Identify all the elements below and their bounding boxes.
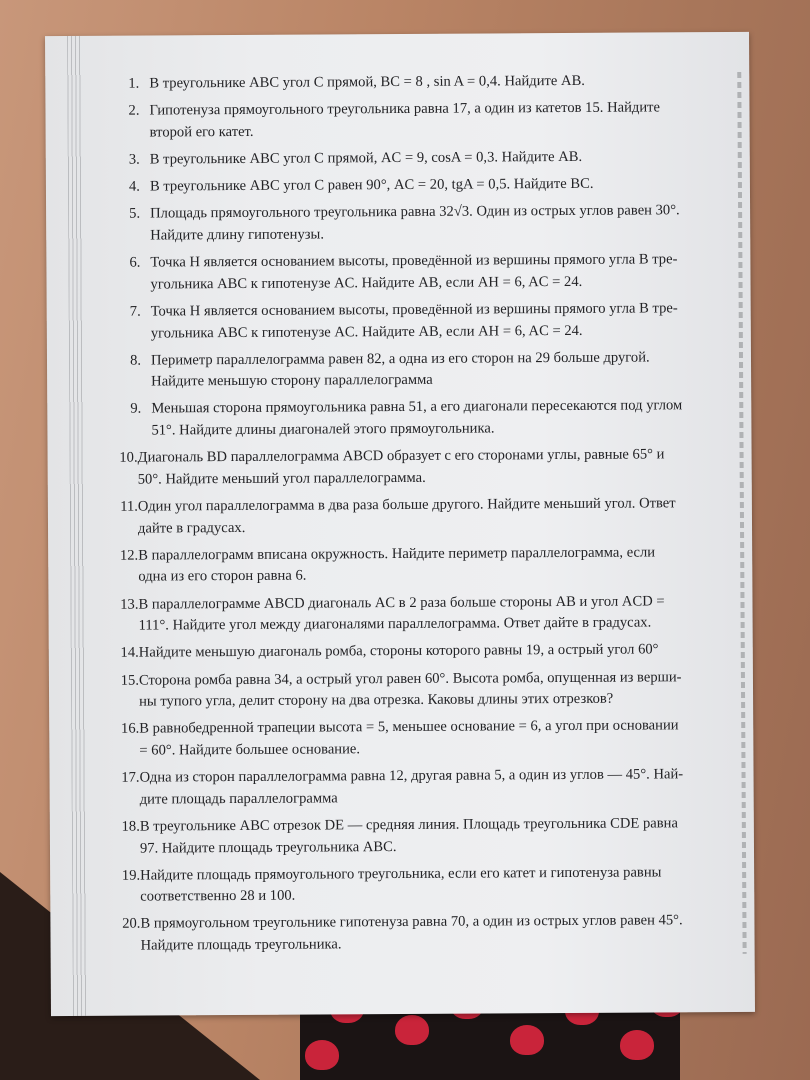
problem-text: Периметр параллелограмма равен 82, а одна из его сторон на 29 больше другой. bbox=[150, 349, 650, 369]
problem-line bbox=[118, 542, 738, 567]
problem-number: 14. bbox=[120, 644, 139, 662]
problem-line bbox=[116, 249, 736, 274]
problem-text: 111°. Найдите угол между диагоналями параллелограмма. Ответ дайте в градусах. bbox=[138, 614, 652, 634]
problem-text: одна из его сторон равна 6. bbox=[138, 567, 307, 586]
problem-line-continued bbox=[116, 222, 736, 247]
heart-shape bbox=[305, 1040, 339, 1070]
problem-text: Найдите площадь прямоугольного треугольника, если его катет и гипотенуза равны bbox=[140, 864, 662, 884]
problem-line bbox=[116, 200, 736, 225]
problem-text: Одна из сторон параллелограмма равна 12, другая равна 5, а один из углов — 45°. Най- bbox=[139, 766, 684, 786]
problem-line bbox=[117, 298, 737, 323]
problem-line-continued bbox=[117, 368, 737, 393]
problem-line-continued bbox=[116, 119, 736, 144]
problem-text: В треугольнике ABC угол C равен 90°, AC = 20, tgA = 0,5. Найдите BC. bbox=[149, 175, 594, 195]
problem-item bbox=[116, 249, 736, 296]
problem-item bbox=[116, 200, 736, 247]
problem-text: В равнобедренной трапеции высота = 5, меньшее основание = 6, а угол при основании bbox=[139, 717, 679, 737]
problem-line-continued bbox=[117, 319, 737, 344]
problem-item bbox=[117, 395, 737, 442]
problem-line-continued bbox=[119, 612, 739, 637]
problem-text: = 60°. Найдите большее основание. bbox=[139, 741, 361, 759]
problem-text: В параллелограмм вписана окружность. Найдите периметр параллелограмма, если bbox=[138, 544, 656, 564]
problem-text: Точка H является основанием высоты, проведённой из вершины прямого угла B тре- bbox=[150, 251, 678, 271]
problem-text: 97. Найдите площадь треугольника ABC. bbox=[139, 838, 397, 857]
problem-text: Один угол параллелограмма в два раза больше другого. Найдите меньший угол. Ответ bbox=[137, 495, 676, 515]
problem-number: 2. bbox=[128, 102, 140, 119]
problem-item bbox=[118, 542, 738, 589]
problem-number: 6. bbox=[129, 254, 141, 271]
problem-text: 51°. Найдите длины диагоналей этого прямоугольника. bbox=[151, 420, 495, 439]
heart-shape bbox=[395, 1015, 429, 1045]
problem-line bbox=[116, 146, 736, 171]
problem-line bbox=[119, 639, 739, 664]
problem-text: угольника ABC к гипотенузе AC. Найдите AB, если AH = 6, AC = 24. bbox=[150, 273, 583, 293]
problem-number: 10. bbox=[119, 449, 138, 466]
problem-text: второй его катет. bbox=[149, 123, 254, 141]
problem-item bbox=[120, 862, 740, 909]
problem-line-continued bbox=[117, 417, 737, 442]
problem-text: Площадь прямоугольного треугольника равна 32√3. Один из острых углов равен 30°. bbox=[150, 202, 680, 222]
problem-line bbox=[118, 444, 738, 469]
problem-text: В треугольнике ABC угол C прямой, AC = 9, cosA = 0,3. Найдите AB. bbox=[149, 148, 583, 168]
worksheet-paper bbox=[45, 32, 755, 1016]
problem-text: Меньшая сторона прямоугольника равна 51, а его диагонали пересекаются под углом bbox=[151, 397, 683, 417]
problem-number: 1. bbox=[128, 75, 140, 92]
problem-number: 12. bbox=[119, 547, 139, 564]
problem-line-continued bbox=[119, 688, 739, 713]
problem-list bbox=[115, 70, 740, 957]
problem-text: В треугольнике ABC угол C прямой, BC = 8 , sin A = 0,4. Найдите AB. bbox=[149, 72, 585, 92]
problem-line-continued bbox=[118, 515, 738, 540]
heart-shape bbox=[620, 1030, 654, 1060]
problem-number: 7. bbox=[129, 303, 141, 320]
problem-text: Гипотенуза прямоугольного треугольника равна 17, а один из катетов 15. Найдите bbox=[149, 99, 661, 119]
problem-text: Точка H является основанием высоты, проведённой из вершины прямого угла B тре- bbox=[150, 300, 678, 320]
print-edge-marks bbox=[67, 36, 87, 1016]
problem-number: 17. bbox=[121, 769, 140, 786]
problem-item bbox=[118, 444, 738, 491]
problem-item bbox=[119, 764, 739, 811]
problem-item bbox=[115, 70, 735, 95]
problem-text: ны тупого угла, делит сторону на два отрезка. Каковы длины этих отрезков? bbox=[139, 690, 614, 710]
problem-text: В параллелограмме ABCD диагональ AC в 2 раза больше стороны AB и угол ACD = bbox=[138, 592, 665, 613]
problem-item bbox=[120, 910, 740, 957]
problem-number: 15. bbox=[120, 672, 139, 689]
problem-line-continued bbox=[120, 786, 740, 811]
problem-number: 9. bbox=[130, 401, 142, 418]
problem-line bbox=[115, 97, 735, 122]
problem-text: Найдите площадь треугольника. bbox=[140, 936, 342, 954]
problem-item bbox=[119, 715, 739, 762]
problem-line-continued bbox=[121, 932, 741, 957]
problem-number: 3. bbox=[128, 151, 140, 168]
problem-number: 19. bbox=[121, 867, 141, 884]
problem-number: 5. bbox=[129, 205, 141, 222]
problem-text: Найдите меньшую диагональ ромба, стороны которого равны 19, а острый угол 60° bbox=[138, 641, 659, 661]
problem-line bbox=[117, 347, 737, 372]
problem-item bbox=[116, 173, 736, 198]
problem-text: Найдите длину гипотенузы. bbox=[150, 226, 325, 244]
problem-text: В прямоугольном треугольнике гипотенуза равна 70, а один из острых углов равен 45°. bbox=[140, 912, 683, 933]
problem-text: дите площадь параллелограмма bbox=[139, 790, 338, 808]
problem-line-continued bbox=[120, 834, 740, 859]
problem-number: 20. bbox=[122, 916, 141, 933]
problem-text: соответственно 28 и 100. bbox=[140, 887, 296, 905]
problem-item bbox=[116, 146, 736, 171]
problem-number: 18. bbox=[121, 818, 140, 835]
problem-item bbox=[117, 298, 737, 345]
problem-text: В треугольнике ABC отрезок DE — средняя линия. Площадь треугольника CDE равна bbox=[139, 815, 678, 835]
problem-line bbox=[119, 715, 739, 740]
problem-line-continued bbox=[118, 563, 738, 588]
problem-text: Диагональ BD параллелограмма ABCD образует с его сторонами углы, равные 65° и bbox=[137, 446, 665, 466]
problem-text: дайте в градусах. bbox=[137, 519, 246, 537]
problem-number: 13. bbox=[120, 596, 139, 613]
problem-item bbox=[119, 666, 739, 713]
problem-item bbox=[118, 493, 738, 540]
problem-item bbox=[117, 347, 737, 394]
problem-item bbox=[115, 97, 735, 144]
problem-line bbox=[119, 666, 739, 691]
problem-line bbox=[120, 862, 740, 887]
problem-line-continued bbox=[116, 271, 736, 296]
problem-text: 50°. Найдите меньший угол параллелограмма. bbox=[137, 469, 426, 488]
problem-item bbox=[120, 813, 740, 860]
problem-text: Сторона ромба равна 34, а острый угол равен 60°. Высота ромба, опущенная из верши- bbox=[138, 668, 682, 689]
problem-number: 16. bbox=[120, 720, 140, 738]
problem-number: 11. bbox=[120, 498, 138, 515]
problem-line-continued bbox=[119, 737, 739, 762]
problem-line-continued bbox=[120, 883, 740, 908]
problem-line bbox=[115, 70, 735, 95]
problem-line bbox=[120, 813, 740, 838]
heart-shape bbox=[510, 1025, 544, 1055]
problem-line bbox=[119, 764, 739, 789]
problem-item bbox=[118, 591, 738, 638]
problem-text: Найдите меньшую сторону параллелограмма bbox=[151, 372, 433, 390]
problem-line bbox=[116, 173, 736, 198]
problem-number: 4. bbox=[128, 178, 140, 195]
problem-line-continued bbox=[118, 466, 738, 491]
problem-line bbox=[120, 910, 740, 935]
problem-line bbox=[117, 395, 737, 420]
problem-item bbox=[119, 639, 739, 664]
problem-line bbox=[118, 493, 738, 518]
problem-text: угольника ABC к гипотенузе AC. Найдите AB, если AH = 6, AC = 24. bbox=[150, 322, 583, 342]
problem-number: 8. bbox=[129, 352, 142, 369]
